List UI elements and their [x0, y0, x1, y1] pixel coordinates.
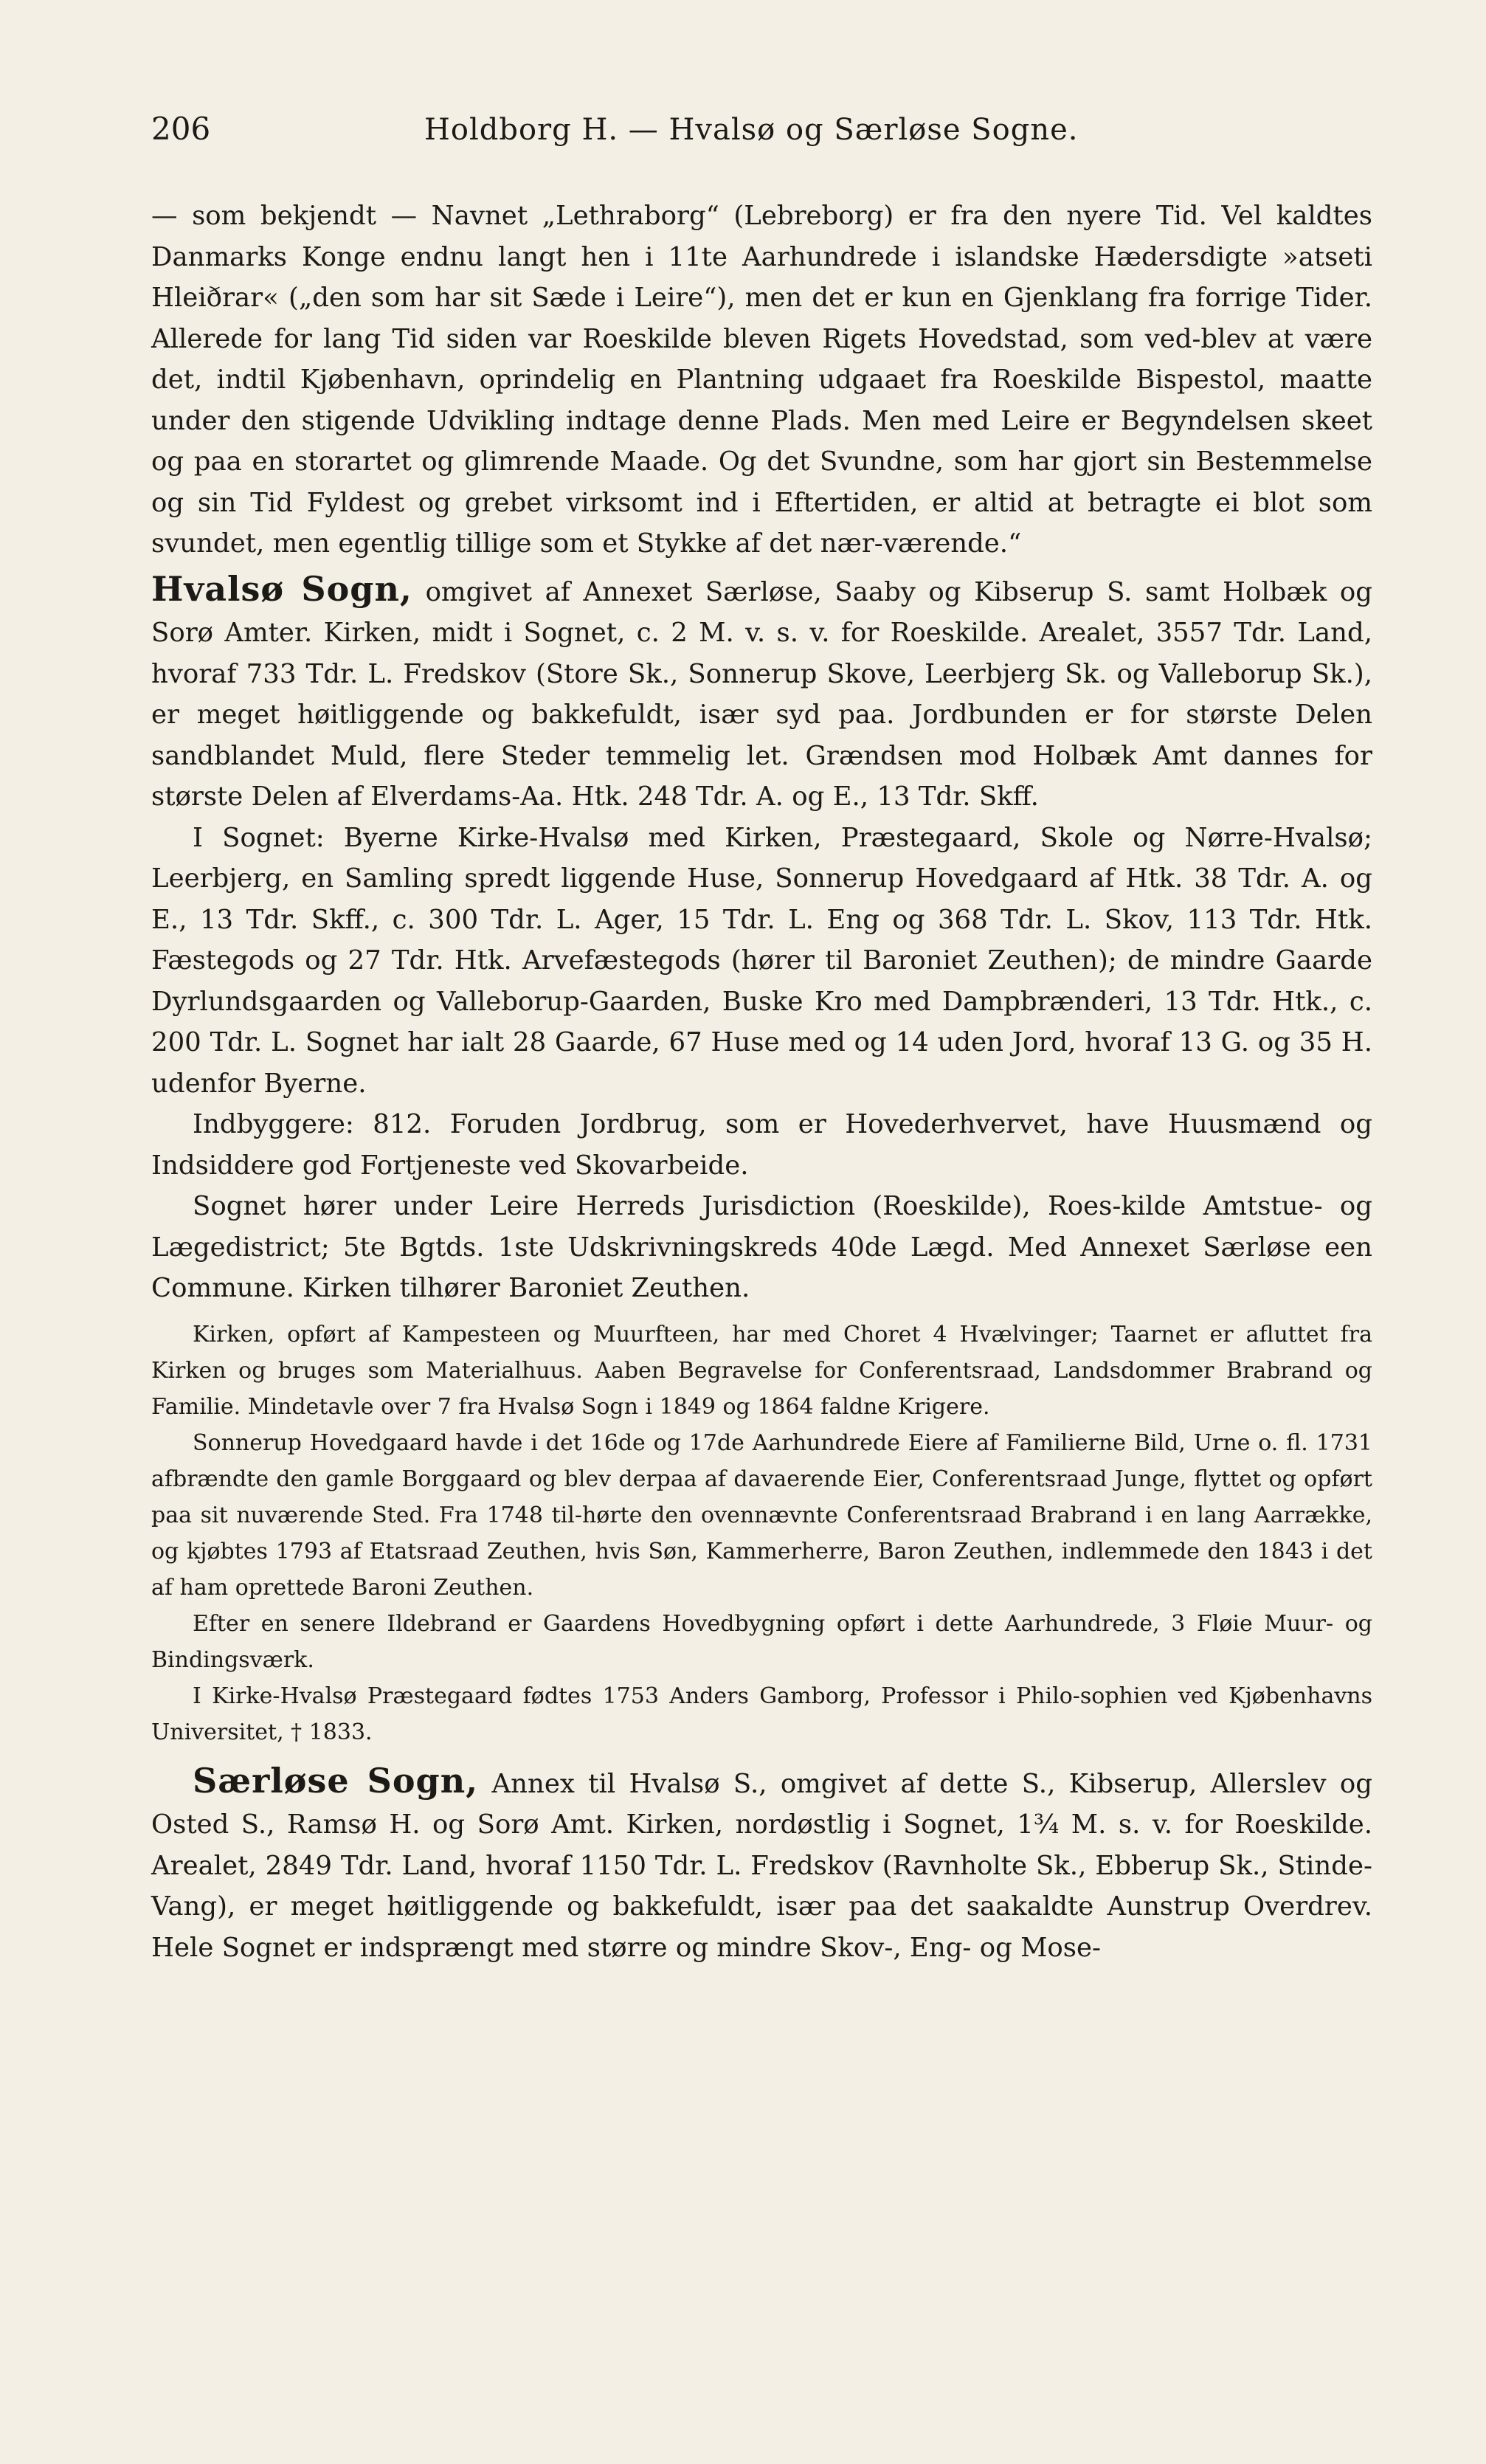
saerlose-description: Annex til Hvalsø S., omgivet af dette S., Kibserup, Allerslev og Osted S., Ramsø H. og Sorø Amt. Kirken, nordøstlig i Sognet, 1¾ M. s. v. for Roeskilde. Arealet, 2849 Tdr. Land, hvoraf 1150 Tdr. L. Fredskov (Ravnholte Sk., Ebberup Sk., Stinde-Vang), er meget høitliggende og bakkefuldt, især paa det saakaldte Aunstrup Overdrev. Hele Sognet er indsprængt med større og mindre Skov-, Eng- og Mose- — [151, 1768, 1372, 1963]
hvalso-note-fire: Efter en senere Ildebrand er Gaardens Hovedbygning opført i dette Aarhundrede, 3 Fløie Muur- og Bindingsværk. — [151, 1610, 1372, 1673]
page-header — [151, 111, 1375, 155]
hvalso-description: omgivet af Annexet Særløse, Saaby og Kibserup S. samt Holbæk og Sorø Amter. Kirken, midt i Sognet, c. 2 M. v. s. v. for Roeskilde. Arealet, 3557 Tdr. Land, hvoraf 733 Tdr. L. Fredskov (Store Sk., Sonnerup Skove, Leerbjerg Sk. og Valleborup Sk.), er meget høitliggende og bakkefuldt, især syd paa. Jordbunden er for største Delen sandblandet Muld, flere Steder temmelig let. Grændsen mod Holbæk Amt dannes for største Delen af Elverdams-Aa. Htk. 248 Tdr. A. og E., 13 Tdr. Skff. — [151, 576, 1373, 812]
saerlose-paragraph-1 — [151, 1761, 1372, 1969]
hvalso-paragraph-3: Indbyggere: 812. Foruden Jordbrug, som er Hovederhvervet, have Huusmænd og Indsiddere god Fortjeneste ved Skovarbeide. — [151, 1109, 1372, 1181]
hvalso-paragraph-4: Sognet hører under Leire Herreds Jurisdiction (Roeskilde), Roes-kilde Amtstue- og Lægedistrict; 5te Bgtds. 1ste Udskrivningskreds 40de Lægd. Med Annexet Særløse een Commune. Kirken tilhører Baroniet Zeuthen. — [151, 1191, 1372, 1303]
running-head: Holdborg H. — Hvalsø og Særløse Sogne. — [424, 113, 1079, 147]
hvalso-note-church: Kirken, opført af Kampesteen og Muurfteen, har med Choret 4 Hvælvinger; Taarnet er afluttet fra Kirken og bruges som Materialhuus. Aaben Begravelse for Conferentsraad, Landsdommer Brabrand og Familie. Mindetavle over 7 fra Hvalsø Sogn i 1849 og 1864 faldne Krigere. — [151, 1321, 1372, 1420]
page-body — [151, 196, 1372, 1968]
hvalso-paragraph-1 — [151, 569, 1372, 818]
hvalso-paragraph-2: I Sognet: Byerne Kirke-Hvalsø med Kirken, Præstegaard, Skole og Nørre-Hvalsø; Leerbjerg, en Samling spredt liggende Huse, Sonnerup Hovedgaard af Htk. 38 Tdr. A. og E., 13 Tdr. Skff., c. 300 Tdr. L. Ager, 15 Tdr. L. Eng og 368 Tdr. L. Skov, 113 Tdr. Htk. Fæstegods og 27 Tdr. Htk. Arvefæstegods (hører til Baroniet Zeuthen); de mindre Gaarde Dyrlundsgaarden og Valleborup-Gaarden, Buske Kro med Dampbrænderi, 13 Tdr. Htk., c. 200 Tdr. L. Sognet har ialt 28 Gaarde, 67 Huse med og 14 uden Jord, hvoraf 13 G. og 35 H. udenfor Byerne. — [151, 822, 1372, 1099]
intro-quote: — som bekjendt — Navnet „Lethraborg“ (Lebreborg) er fra den nyere Tid. Vel kaldtes Danmarks Konge endnu langt hen i 11te Aarhundrede i islandske Hædersdigte »atseti Hleiðrar« („den som har sit Sæde i Leire“), men det er kun en Gjenklang fra forrige Tider. Allerede for lang Tid siden var Roeskilde bleven Rigets Hovedstad, som ved-blev at være det, indtil Kjøbenhavn, oprindelig en Plantning udgaaet fra Roeskilde Bispestol, maatte under den stigende Udvikling indtage denne Plads. Men med Leire er Begyndelsen skeet og paa en storartet og glimrende Maade. Og det Svundne, som har gjort sin Bestemmelse og sin Tid Fyldest og grebet virksomt ind i Eftertiden, er altid at betragte ei blot som svundet, men egentlig tillige som et Stykke af det nær-værende.“ — [151, 201, 1372, 559]
page-number: 206 — [151, 111, 211, 147]
hvalso-note-gamborg: I Kirke-Hvalsø Præstegaard fødtes 1753 Anders Gamborg, Professor i Philo-sophien ved Kjøbenhavns Universitet, † 1833. — [151, 1683, 1372, 1745]
saerlose-title: Særløse Sogn, — [193, 1760, 479, 1801]
hvalso-note-sonnerup: Sonnerup Hovedgaard havde i det 16de og 17de Aarhundrede Eiere af Familierne Bild, Urne o. fl. 1731 afbrændte den gamle Borggaard og blev derpaa af davaerende Eier, Conferentsraad Junge, flyttet og opført paa sit nuværende Sted. Fra 1748 til-hørte den ovennævnte Conferentsraad Brabrand i en lang Aarrække, og kjøbtes 1793 af Etatsraad Zeuthen, hvis Søn, Kammerherre, Baron Zeuthen, indlemmede den 1843 i det af ham oprettede Baroni Zeuthen. — [151, 1429, 1372, 1601]
hvalso-title: Hvalsø Sogn, — [151, 568, 412, 609]
